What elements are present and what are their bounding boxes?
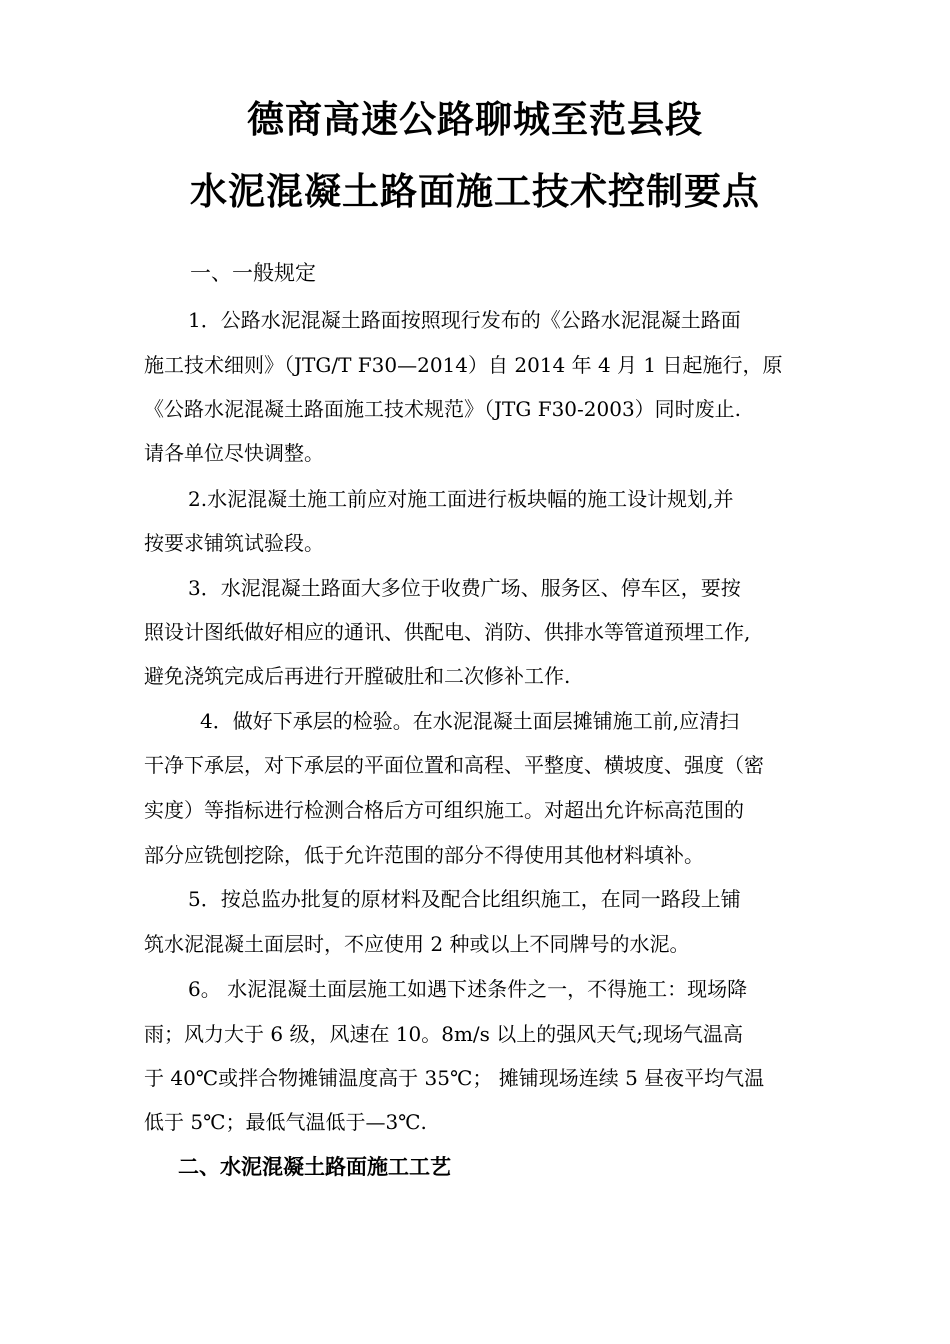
section-2-heading: 二、水泥混凝土路面施工工艺 bbox=[178, 1155, 451, 1179]
item-6-line-3: 于 40℃或拌合物摊铺温度高于 35℃； 摊铺现场连续 5 昼夜平均气温 bbox=[144, 1066, 765, 1090]
section-1-heading: 一、一般规定 bbox=[190, 261, 316, 285]
item-5-line-2: 筑水泥混凝土面层时，不应使用 2 种或以上不同牌号的水泥。 bbox=[144, 932, 690, 956]
item-1-line-2: 施工技术细则》（JTG/T F30—2014）自 2014 年 4 月 1 日起施行，原 bbox=[144, 353, 783, 377]
document-title-line-2: 水泥混凝土路面施工技术控制要点 bbox=[190, 170, 760, 213]
item-1-line-4: 请各单位尽快调整。 bbox=[144, 441, 324, 465]
item-4-line-3: 实度）等指标进行检测合格后方可组织施工。对超出允许标高范围的 bbox=[144, 798, 744, 822]
item-6-line-4: 低于 5℃；最低气温低于—3℃. bbox=[144, 1110, 427, 1134]
document-title-line-1: 德商高速公路聊城至范县段 bbox=[247, 98, 703, 141]
item-4-line-2: 干净下承层，对下承层的平面位置和高程、平整度、横坡度、强度（密 bbox=[144, 753, 764, 777]
item-3-line-1: 3．水泥混凝土路面大多位于收费广场、服务区、停车区，要按 bbox=[188, 576, 741, 600]
item-2-line-2: 按要求铺筑试验段。 bbox=[144, 531, 324, 555]
item-4-line-1: 4．做好下承层的检验。在水泥混凝土面层摊铺施工前,应清扫 bbox=[200, 709, 740, 733]
item-6-line-1: 6。 水泥混凝土面层施工如遇下述条件之一，不得施工：现场降 bbox=[188, 977, 748, 1001]
item-2-line-1: 2.水泥混凝土施工前应对施工面进行板块幅的施工设计规划,并 bbox=[188, 487, 734, 511]
item-3-line-3: 避免浇筑完成后再进行开膛破肚和二次修补工作. bbox=[144, 664, 571, 688]
item-1-line-3: 《公路水泥混凝土路面施工技术规范》（JTG F30-2003）同时废止. bbox=[144, 397, 742, 421]
item-4-line-4: 部分应铣刨挖除，低于允许范围的部分不得使用其他材料填补。 bbox=[144, 843, 704, 867]
item-3-line-2: 照设计图纸做好相应的通讯、供配电、消防、供排水等管道预埋工作, bbox=[144, 620, 751, 644]
item-6-line-2: 雨；风力大于 6 级，风速在 10。8m/s 以上的强风天气;现场气温高 bbox=[144, 1022, 744, 1046]
item-1-line-1: 1．公路水泥混凝土路面按照现行发布的《公路水泥混凝土路面 bbox=[188, 308, 741, 332]
item-5-line-1: 5．按总监办批复的原材料及配合比组织施工，在同一路段上铺 bbox=[188, 887, 741, 911]
